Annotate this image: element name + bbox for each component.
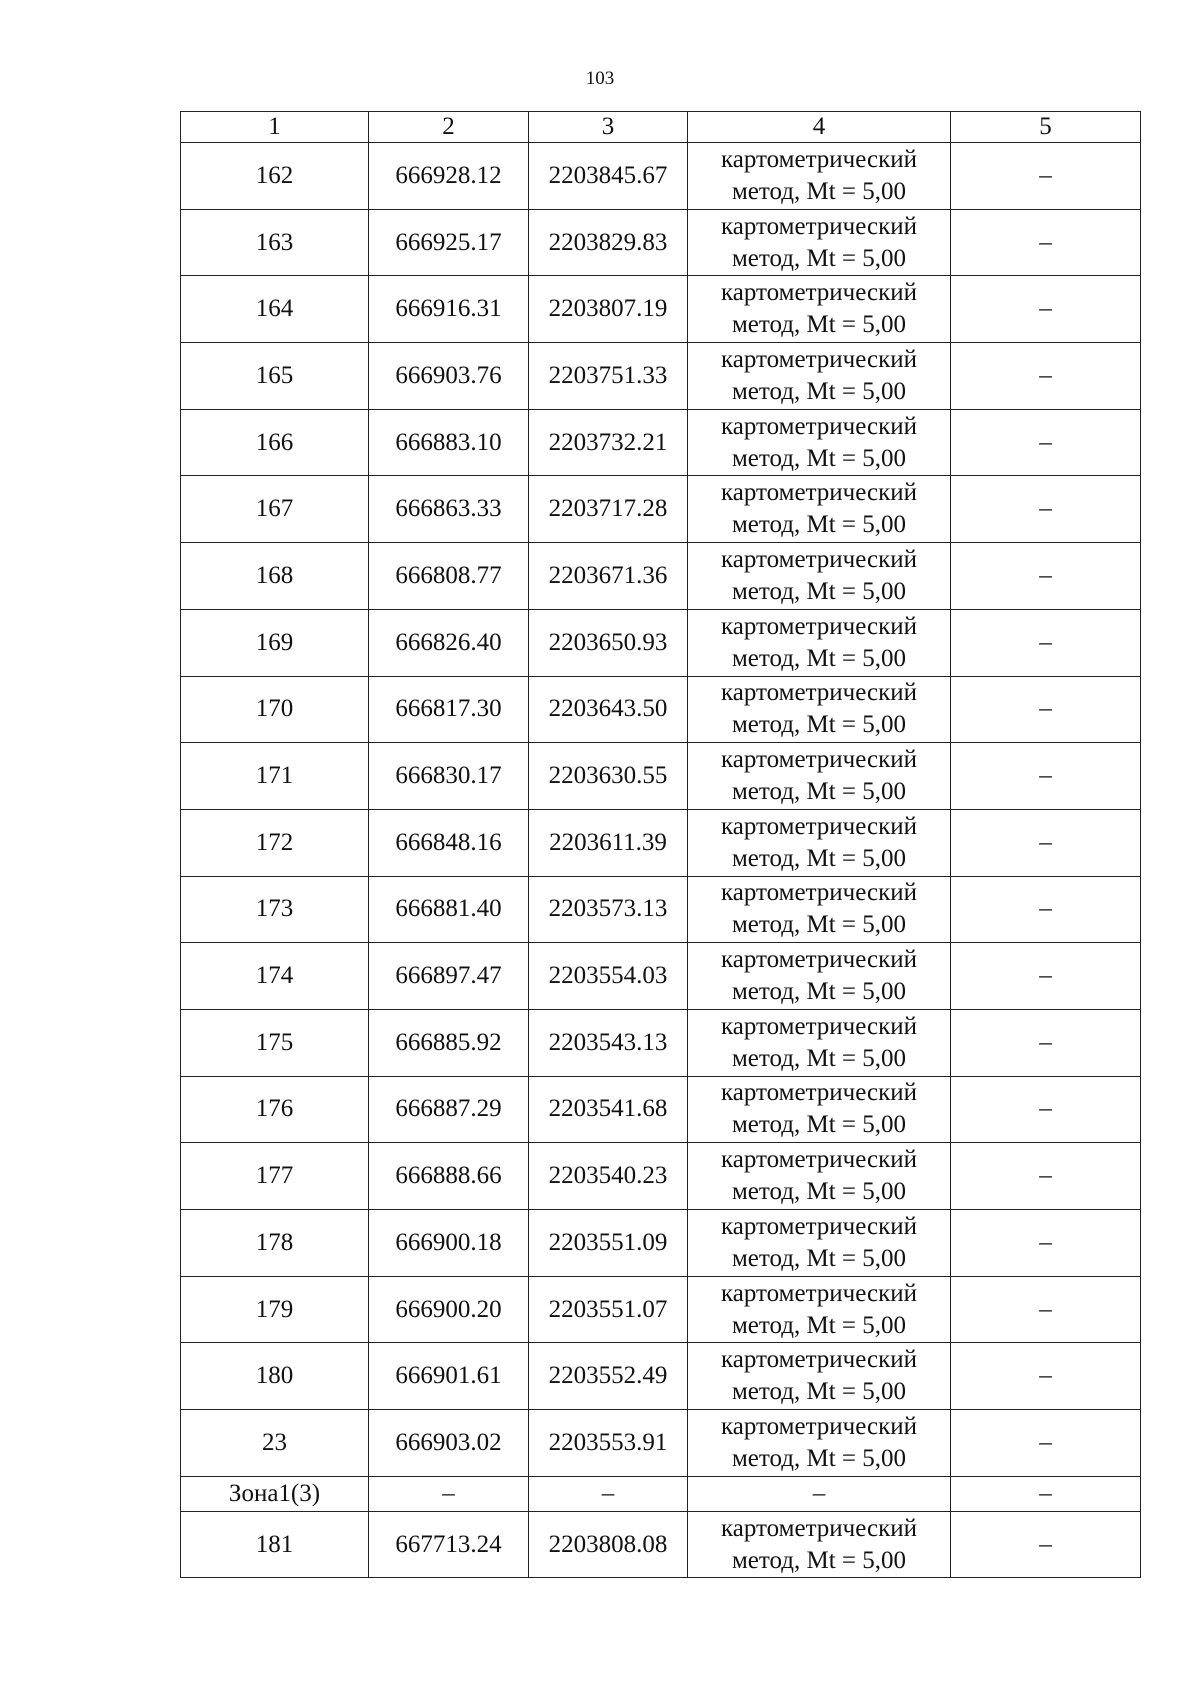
method-cell — [688, 943, 951, 1010]
method-line-1: картометрический — [721, 612, 917, 640]
table-row — [181, 476, 1141, 543]
y-coordinate-cell: 2203808.08 — [529, 1511, 688, 1578]
method-line-2: метод, Mt = 5,00 — [731, 1546, 907, 1574]
header-cell-1: 1 — [181, 112, 369, 143]
method-cell — [688, 743, 951, 810]
point-number-cell: 172 — [181, 809, 369, 876]
method-line-2: метод, Mt = 5,00 — [731, 1111, 907, 1139]
point-number-cell: 171 — [181, 743, 369, 810]
zone-y-cell: – — [529, 1476, 688, 1511]
method-line-2: метод, Mt = 5,00 — [731, 1244, 907, 1272]
method-line-1: картометрический — [721, 212, 917, 240]
method-line-1: картометрический — [721, 145, 917, 173]
table-row — [181, 876, 1141, 943]
description-cell: – — [951, 143, 1141, 210]
description-cell: – — [951, 343, 1141, 410]
y-coordinate-cell: 2203717.28 — [529, 476, 688, 543]
method-line-1: картометрический — [721, 679, 917, 707]
table-row — [181, 276, 1141, 343]
point-number-cell: 23 — [181, 1410, 369, 1477]
method-line-2: метод, Mt = 5,00 — [731, 778, 907, 806]
method-line-2: метод, Mt = 5,00 — [731, 577, 907, 605]
point-number-cell: 178 — [181, 1210, 369, 1277]
x-coordinate-cell: 666928.12 — [369, 143, 529, 210]
point-number-cell: 167 — [181, 476, 369, 543]
description-cell: – — [951, 1276, 1141, 1343]
method-cell — [688, 476, 951, 543]
y-coordinate-cell: 2203551.07 — [529, 1276, 688, 1343]
zone-name-cell: Зона1(3) — [181, 1476, 369, 1511]
method-line-2: метод, Mt = 5,00 — [731, 444, 907, 472]
method-cell — [688, 1343, 951, 1410]
header-cell-2: 2 — [369, 112, 529, 143]
y-coordinate-cell: 2203540.23 — [529, 1143, 688, 1210]
header-cell-3: 3 — [529, 112, 688, 143]
description-cell: – — [951, 1210, 1141, 1277]
method-line-2: метод, Mt = 5,00 — [731, 244, 907, 272]
y-coordinate-cell: 2203650.93 — [529, 609, 688, 676]
table-row — [181, 1410, 1141, 1477]
method-line-1: картометрический — [721, 1412, 917, 1440]
y-coordinate-cell: 2203553.91 — [529, 1410, 688, 1477]
point-number-cell: 170 — [181, 676, 369, 743]
method-line-2: метод, Mt = 5,00 — [731, 377, 907, 405]
table-row — [181, 1009, 1141, 1076]
description-cell: – — [951, 476, 1141, 543]
table-row — [181, 143, 1141, 210]
method-line-1: картометрический — [721, 746, 917, 774]
method-line-1: картометрический — [721, 946, 917, 974]
y-coordinate-cell: 2203541.68 — [529, 1076, 688, 1143]
y-coordinate-cell: 2203611.39 — [529, 809, 688, 876]
description-cell: – — [951, 609, 1141, 676]
description-cell: – — [951, 1410, 1141, 1477]
method-line-1: картометрический — [721, 1346, 917, 1374]
method-line-2: метод, Mt = 5,00 — [731, 177, 907, 205]
page-number: 103 — [585, 68, 615, 89]
method-line-2: метод, Mt = 5,00 — [731, 911, 907, 939]
method-cell — [688, 1076, 951, 1143]
zone-row — [181, 1476, 1141, 1511]
table-row — [181, 1343, 1141, 1410]
x-coordinate-cell: 666887.29 — [369, 1076, 529, 1143]
y-coordinate-cell: 2203630.55 — [529, 743, 688, 810]
method-line-2: метод, Mt = 5,00 — [731, 644, 907, 672]
method-line-1: картометрический — [721, 1514, 917, 1542]
method-line-1: картометрический — [721, 1079, 917, 1107]
point-number-cell: 174 — [181, 943, 369, 1010]
y-coordinate-cell: 2203671.36 — [529, 543, 688, 610]
point-number-cell: 168 — [181, 543, 369, 610]
y-coordinate-cell: 2203751.33 — [529, 343, 688, 410]
method-line-2: метод, Mt = 5,00 — [731, 1378, 907, 1406]
point-number-cell: 176 — [181, 1076, 369, 1143]
method-cell — [688, 409, 951, 476]
x-coordinate-cell: 666897.47 — [369, 943, 529, 1010]
method-cell — [688, 876, 951, 943]
x-coordinate-cell: 666900.18 — [369, 1210, 529, 1277]
point-number-cell: 181 — [181, 1511, 369, 1578]
x-coordinate-cell: 667713.24 — [369, 1511, 529, 1578]
table-row — [181, 943, 1141, 1010]
method-cell — [688, 543, 951, 610]
method-line-2: метод, Mt = 5,00 — [731, 1044, 907, 1072]
description-cell: – — [951, 943, 1141, 1010]
description-cell: – — [951, 876, 1141, 943]
x-coordinate-cell: 666883.10 — [369, 409, 529, 476]
header-row — [181, 112, 1141, 143]
method-cell — [688, 1009, 951, 1076]
y-coordinate-cell: 2203543.13 — [529, 1009, 688, 1076]
method-line-1: картометрический — [721, 345, 917, 373]
y-coordinate-cell: 2203554.03 — [529, 943, 688, 1010]
zone-description-cell: – — [951, 1476, 1141, 1511]
description-cell: – — [951, 809, 1141, 876]
method-line-1: картометрический — [721, 412, 917, 440]
description-cell: – — [951, 409, 1141, 476]
method-cell — [688, 609, 951, 676]
y-coordinate-cell: 2203807.19 — [529, 276, 688, 343]
x-coordinate-cell: 666863.33 — [369, 476, 529, 543]
zone-method-cell: – — [688, 1476, 951, 1511]
table-row — [181, 1210, 1141, 1277]
method-line-2: метод, Mt = 5,00 — [731, 844, 907, 872]
point-number-cell: 165 — [181, 343, 369, 410]
x-coordinate-cell: 666848.16 — [369, 809, 529, 876]
coordinates-table — [180, 111, 1141, 1578]
method-line-2: метод, Mt = 5,00 — [731, 511, 907, 539]
description-cell: – — [951, 276, 1141, 343]
method-line-2: метод, Mt = 5,00 — [731, 1178, 907, 1206]
table-row — [181, 343, 1141, 410]
header-cell-4: 4 — [688, 112, 951, 143]
method-cell — [688, 676, 951, 743]
coordinates-table-body — [181, 112, 1141, 1578]
description-cell: – — [951, 543, 1141, 610]
method-cell — [688, 1410, 951, 1477]
x-coordinate-cell: 666916.31 — [369, 276, 529, 343]
x-coordinate-cell: 666888.66 — [369, 1143, 529, 1210]
table-row — [181, 1511, 1141, 1578]
point-number-cell: 179 — [181, 1276, 369, 1343]
table-row — [181, 609, 1141, 676]
description-cell: – — [951, 209, 1141, 276]
method-cell — [688, 1511, 951, 1578]
x-coordinate-cell: 666903.02 — [369, 1410, 529, 1477]
y-coordinate-cell: 2203551.09 — [529, 1210, 688, 1277]
point-number-cell: 166 — [181, 409, 369, 476]
y-coordinate-cell: 2203845.67 — [529, 143, 688, 210]
point-number-cell: 169 — [181, 609, 369, 676]
method-line-2: метод, Mt = 5,00 — [731, 1444, 907, 1472]
y-coordinate-cell: 2203573.13 — [529, 876, 688, 943]
description-cell: – — [951, 676, 1141, 743]
description-cell: – — [951, 1143, 1141, 1210]
point-number-cell: 177 — [181, 1143, 369, 1210]
description-cell: – — [951, 1343, 1141, 1410]
y-coordinate-cell: 2203732.21 — [529, 409, 688, 476]
table-row — [181, 209, 1141, 276]
table-row — [181, 1276, 1141, 1343]
method-cell — [688, 1210, 951, 1277]
x-coordinate-cell: 666885.92 — [369, 1009, 529, 1076]
method-line-1: картометрический — [721, 812, 917, 840]
x-coordinate-cell: 666881.40 — [369, 876, 529, 943]
table-row — [181, 676, 1141, 743]
method-line-1: картометрический — [721, 479, 917, 507]
y-coordinate-cell: 2203643.50 — [529, 676, 688, 743]
point-number-cell: 180 — [181, 1343, 369, 1410]
point-number-cell: 162 — [181, 143, 369, 210]
point-number-cell: 164 — [181, 276, 369, 343]
method-cell — [688, 809, 951, 876]
table-row — [181, 409, 1141, 476]
method-cell — [688, 209, 951, 276]
method-line-2: метод, Mt = 5,00 — [731, 1311, 907, 1339]
x-coordinate-cell: 666901.61 — [369, 1343, 529, 1410]
y-coordinate-cell: 2203829.83 — [529, 209, 688, 276]
method-line-2: метод, Mt = 5,00 — [731, 311, 907, 339]
x-coordinate-cell: 666808.77 — [369, 543, 529, 610]
method-line-1: картометрический — [721, 1212, 917, 1240]
point-number-cell: 163 — [181, 209, 369, 276]
method-line-2: метод, Mt = 5,00 — [731, 978, 907, 1006]
table-row — [181, 743, 1141, 810]
method-line-1: картометрический — [721, 1146, 917, 1174]
method-line-1: картометрический — [721, 545, 917, 573]
zone-x-cell: – — [369, 1476, 529, 1511]
method-line-1: картометрический — [721, 1279, 917, 1307]
description-cell: – — [951, 1009, 1141, 1076]
header-cell-5: 5 — [951, 112, 1141, 143]
method-cell — [688, 143, 951, 210]
method-line-1: картометрический — [721, 879, 917, 907]
method-line-1: картометрический — [721, 279, 917, 307]
point-number-cell: 175 — [181, 1009, 369, 1076]
x-coordinate-cell: 666900.20 — [369, 1276, 529, 1343]
method-cell — [688, 343, 951, 410]
description-cell: – — [951, 1076, 1141, 1143]
table-row — [181, 809, 1141, 876]
description-cell: – — [951, 743, 1141, 810]
method-line-1: картометрический — [721, 1012, 917, 1040]
method-cell — [688, 1276, 951, 1343]
x-coordinate-cell: 666903.76 — [369, 343, 529, 410]
method-cell — [688, 276, 951, 343]
description-cell: – — [951, 1511, 1141, 1578]
method-line-2: метод, Mt = 5,00 — [731, 711, 907, 739]
method-cell — [688, 1143, 951, 1210]
table-row — [181, 1143, 1141, 1210]
y-coordinate-cell: 2203552.49 — [529, 1343, 688, 1410]
x-coordinate-cell: 666826.40 — [369, 609, 529, 676]
table-row — [181, 543, 1141, 610]
point-number-cell: 173 — [181, 876, 369, 943]
x-coordinate-cell: 666830.17 — [369, 743, 529, 810]
x-coordinate-cell: 666925.17 — [369, 209, 529, 276]
x-coordinate-cell: 666817.30 — [369, 676, 529, 743]
table-row — [181, 1076, 1141, 1143]
